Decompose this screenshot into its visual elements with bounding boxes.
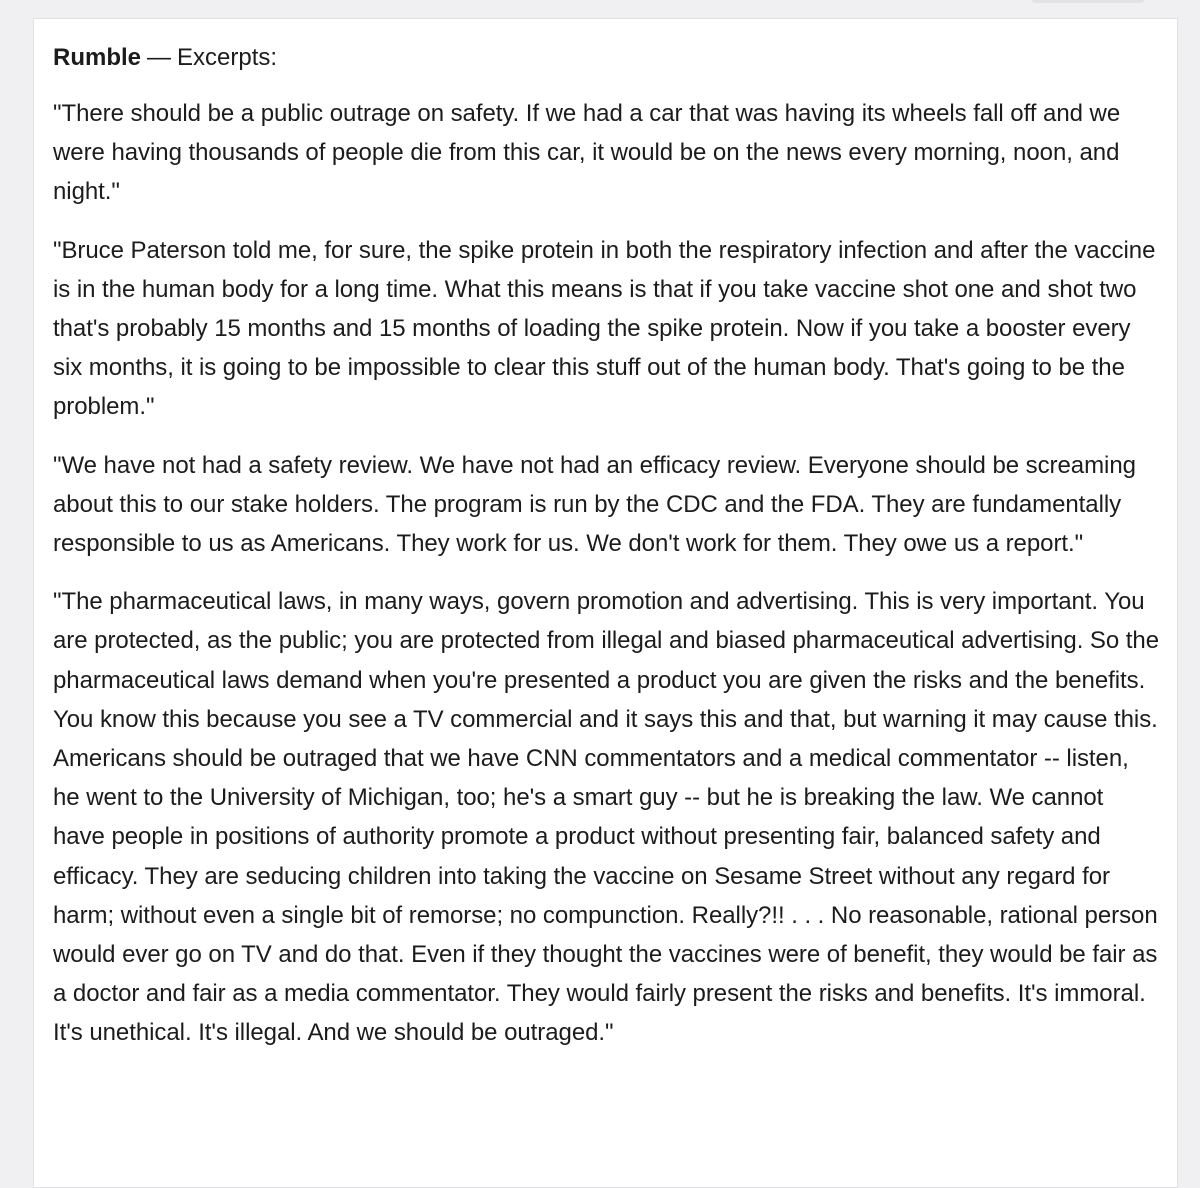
source-name: Rumble bbox=[53, 43, 142, 71]
excerpt-paragraph-3: "We have not had a safety review. We have not had an efficacy review. Everyone should be screaming about this to our stake holders. The program is run by the CDC and the FDA. They are fundamentally responsible to us as Americans. They work for us. We don't work for them. They owe us a report." bbox=[53, 451, 1136, 558]
excerpt-paragraph-4: "The pharmaceutical laws, in many ways, govern promotion and advertising. This is very important. You are protected, as the public; you are protected from illegal and biased pharmaceutical advertising. So the pharmaceutical laws demand when you're presented a product you are given the risks and the benefits. You know this because you see a TV commercial and it says this and that, but warning it may cause this. Americans should be outraged that we have CNN commentators and a medical commentator -- listen, he went to the University of Michigan, too; he's a smart guy -- but he is breaking the law. We cannot have people in positions of authority promote a product without presenting fair, balanced safety and efficacy. They are seducing children into taking the vaccine on Sesame Street without any regard for harm; without even a single bit of remorse; no compunction. Really?!! . . . No reasonable, rational person would ever go on TV and do that. Even if they thought the vaccines were of benefit, they would be fair as a doctor and fair as a media commentator. They would fairly present the risks and benefits. It's immoral. It's unethical. It's illegal. And we should be outraged." bbox=[53, 588, 1160, 1047]
excerpt-heading bbox=[53, 38, 1161, 77]
heading-dash: — bbox=[147, 43, 172, 71]
excerpt-content bbox=[53, 43, 1161, 1072]
excerpt-card bbox=[33, 18, 1178, 1188]
excerpts-label: Excerpts: bbox=[177, 43, 278, 71]
excerpt-paragraph-2: "Bruce Paterson told me, for sure, the spike protein in both the respiratory infection and after the vaccine is in the human body for a long time. What this means is that if you take vaccine shot one and shot two that's probably 15 months and 15 months of loading the spike protein. Now if you take a booster every six months, it is going to be impossible to clear this stuff out of the human body. That's going to be the problem." bbox=[53, 236, 1156, 421]
top-tab-edge bbox=[1032, 0, 1144, 3]
excerpt-paragraph-1: "There should be a public outrage on safety. If we had a car that was having its wheels fall off and we were having thousands of people die from this car, it would be on the news every morning, noon, and night." bbox=[53, 100, 1121, 206]
